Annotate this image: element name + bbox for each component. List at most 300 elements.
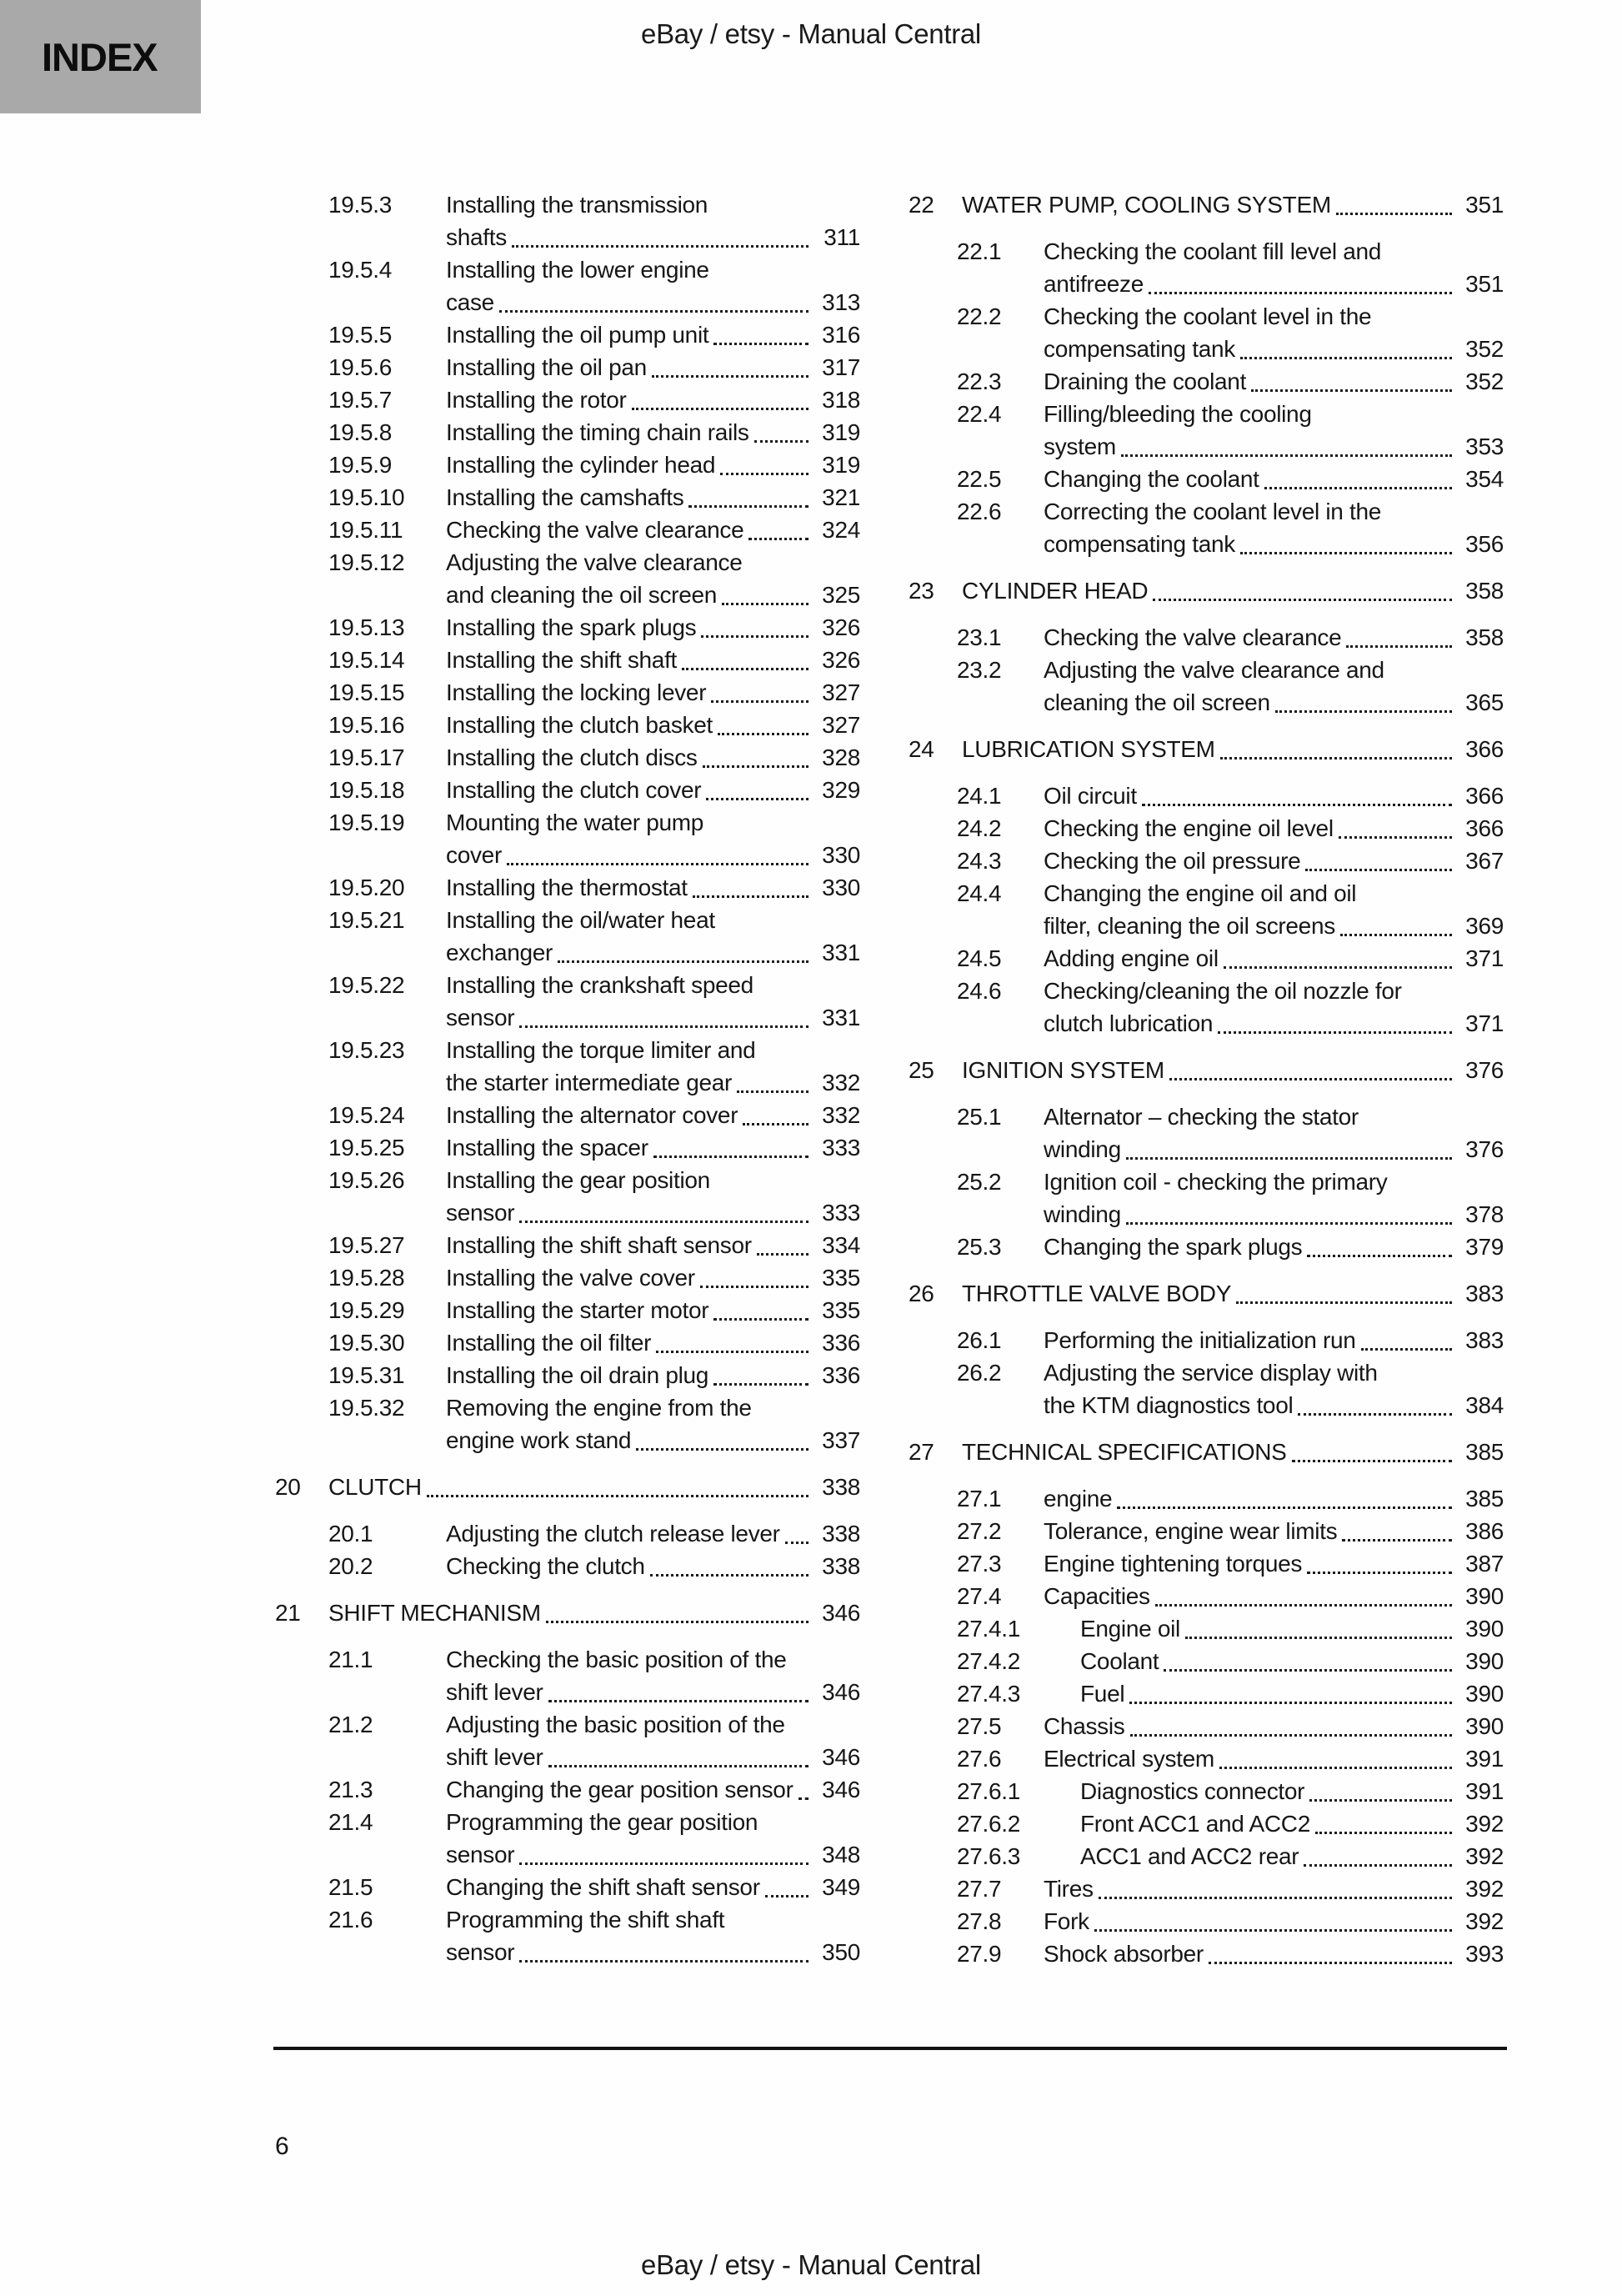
- entry-number: 25: [909, 1057, 934, 1083]
- toc-row: [275, 1424, 860, 1456]
- entry-title: Installing the starter motor: [446, 1297, 709, 1323]
- dot-leader: [427, 1471, 808, 1497]
- page-number: 6: [275, 2133, 289, 2160]
- entry-page: 319: [822, 452, 860, 478]
- toc-row: [275, 1773, 860, 1806]
- entry-page: 330: [822, 842, 860, 868]
- toc-entry-22.6: [909, 495, 1504, 560]
- entry-title: Installing the spark plugs: [446, 614, 697, 640]
- entry-number: 21.4: [328, 1809, 373, 1835]
- toc-entry-19.5.21: [275, 904, 860, 969]
- dot-leader: [703, 741, 808, 768]
- entry-page: 367: [1465, 848, 1504, 874]
- toc-row: [909, 910, 1504, 942]
- toc-entry-26: [909, 1277, 1504, 1310]
- dot-leader: [1240, 333, 1452, 359]
- entry-page: 327: [822, 679, 860, 705]
- entry-page: 371: [1465, 1010, 1504, 1036]
- toc-row: [909, 1710, 1504, 1742]
- toc-entry-21.1: [275, 1643, 860, 1708]
- toc-entry-25.3: [909, 1231, 1504, 1263]
- entry-title: Adjusting the service display with: [1044, 1360, 1378, 1386]
- entry-number: 19.5.24: [328, 1102, 405, 1128]
- toc-entry-27.4.1: [909, 1612, 1504, 1645]
- dot-leader: [656, 1326, 808, 1353]
- toc-row: [909, 1482, 1504, 1515]
- toc-entry-19.5.30: [275, 1326, 860, 1359]
- toc-row: [275, 936, 860, 969]
- entry-title: Installing the rotor: [446, 387, 627, 413]
- entry-title: Oil circuit: [1044, 783, 1137, 809]
- entry-page: 331: [822, 940, 860, 965]
- entry-page: 333: [822, 1135, 860, 1161]
- dot-leader: [1236, 1277, 1452, 1304]
- dot-leader: [1361, 1324, 1452, 1351]
- entry-number: 19.5.12: [328, 549, 405, 575]
- dot-leader: [1275, 686, 1452, 713]
- entry-page: 390: [1465, 1648, 1504, 1674]
- entry-number: [275, 579, 446, 611]
- toc-row: [909, 1645, 1504, 1677]
- entry-number: 24.2: [957, 815, 1002, 841]
- dot-leader: [1129, 1677, 1452, 1704]
- toc-row: [909, 235, 1504, 268]
- entry-number: 27.7: [957, 1876, 1002, 1902]
- toc-row: [909, 1872, 1504, 1905]
- dot-leader: [1342, 1515, 1452, 1542]
- entry-number: 20.2: [328, 1553, 373, 1579]
- dot-leader: [507, 839, 808, 865]
- entry-page: 365: [1465, 689, 1504, 715]
- toc-row: [909, 621, 1504, 654]
- entry-title: shift lever: [446, 1679, 543, 1705]
- toc-row: [275, 286, 860, 318]
- entry-title: Installing the crankshaft speed: [446, 972, 753, 998]
- entry-number: [275, 286, 446, 318]
- toc-row: [909, 495, 1504, 528]
- entry-number: 19.5.4: [328, 257, 393, 283]
- entry-page: 385: [1465, 1486, 1504, 1511]
- toc-entry-27.6.2: [909, 1807, 1504, 1840]
- entry-number: 19.5.28: [328, 1265, 405, 1291]
- toc-entry-27.4: [909, 1580, 1504, 1612]
- entry-title: sensor: [446, 1842, 515, 1867]
- entry-page: 392: [1465, 1811, 1504, 1837]
- entry-title: Installing the oil drain plug: [446, 1362, 709, 1388]
- toc-entry-27.4.3: [909, 1677, 1504, 1710]
- entry-page: 319: [822, 419, 860, 445]
- entry-number: 19.5.8: [328, 419, 393, 445]
- toc-row: [909, 528, 1504, 560]
- dot-leader: [1121, 430, 1452, 457]
- toc-row: [909, 1612, 1504, 1645]
- toc-entry-19.5.9: [275, 449, 860, 481]
- entry-number: 19.5.23: [328, 1037, 405, 1063]
- toc-row: [909, 268, 1504, 300]
- toc-entry-19.5.3: [275, 188, 860, 253]
- toc-row: [275, 416, 860, 449]
- entry-page: 390: [1465, 1583, 1504, 1609]
- entry-number: 21.6: [328, 1907, 373, 1933]
- toc-row: [275, 1196, 860, 1229]
- entry-page: 391: [1465, 1778, 1504, 1804]
- entry-title: Installing the clutch cover: [446, 777, 702, 803]
- toc-entry-19.5.6: [275, 351, 860, 384]
- entry-title: winding: [1044, 1136, 1121, 1162]
- toc-entry-19.5.18: [275, 774, 860, 806]
- entry-number: [909, 1389, 1044, 1421]
- entry-number: [909, 333, 1044, 365]
- toc-row: [275, 904, 860, 936]
- toc-row: [909, 365, 1504, 398]
- entry-page: 385: [1465, 1439, 1504, 1465]
- entry-number: 25.1: [957, 1104, 1002, 1130]
- dot-leader: [652, 351, 808, 378]
- toc-row: [909, 1054, 1504, 1086]
- toc-entry-19.5.20: [275, 871, 860, 904]
- entry-title: CYLINDER HEAD: [962, 578, 1149, 604]
- entry-page: 393: [1465, 1941, 1504, 1967]
- dot-leader: [519, 1838, 808, 1865]
- entry-title: Changing the spark plugs: [1044, 1234, 1303, 1260]
- dot-leader: [1298, 1389, 1452, 1416]
- entry-title: Tires: [1044, 1876, 1094, 1902]
- toc-entry-19.5.19: [275, 806, 860, 871]
- entry-page: 384: [1465, 1392, 1504, 1418]
- toc-entry-21: [275, 1597, 860, 1629]
- entry-title: Checking/cleaning the oil nozzle for: [1044, 978, 1402, 1004]
- toc-row: [275, 676, 860, 709]
- toc-entry-19.5.15: [275, 676, 860, 709]
- dot-leader: [512, 221, 808, 248]
- toc-entry-19.5.4: [275, 253, 860, 318]
- toc-entry-19.5.7: [275, 384, 860, 416]
- entry-number: 19.5.32: [328, 1395, 405, 1421]
- entry-title: Installing the clutch discs: [446, 744, 698, 770]
- entry-title: Installing the torque limiter and: [446, 1037, 756, 1063]
- toc-entry-21.3: [275, 1773, 860, 1806]
- dot-leader: [548, 1676, 808, 1702]
- toc-row: [275, 774, 860, 806]
- entry-page: 383: [1465, 1281, 1504, 1306]
- entry-page: 358: [1465, 578, 1504, 604]
- entry-page: 327: [822, 712, 860, 738]
- entry-number: 24.5: [957, 945, 1002, 971]
- dot-leader: [737, 1066, 808, 1093]
- entry-page: 338: [822, 1474, 860, 1500]
- toc-entry-22.1: [909, 235, 1504, 300]
- toc-row: [909, 1677, 1504, 1710]
- dot-leader: [693, 871, 808, 898]
- entry-title: Changing the coolant: [1044, 466, 1259, 492]
- entry-page: 351: [1465, 192, 1504, 218]
- entry-page: 335: [822, 1297, 860, 1323]
- entry-title: Adjusting the valve clearance and: [1044, 657, 1384, 683]
- entry-page: 337: [822, 1427, 860, 1453]
- entry-title: Checking the coolant fill level and: [1044, 238, 1382, 264]
- toc-row: [275, 1066, 860, 1099]
- toc-row: [909, 463, 1504, 495]
- toc-row: [275, 1903, 860, 1936]
- entry-title: the KTM diagnostics tool: [1044, 1392, 1294, 1418]
- toc-entry-27.3: [909, 1547, 1504, 1580]
- entry-title: Installing the locking lever: [446, 679, 707, 705]
- toc-row: [909, 845, 1504, 877]
- entry-title: Installing the shift shaft sensor: [446, 1232, 752, 1258]
- entry-page: 366: [1465, 815, 1504, 841]
- dot-leader: [519, 1001, 808, 1028]
- dot-leader: [1185, 1612, 1452, 1639]
- toc-entry-21.4: [275, 1806, 860, 1871]
- toc-entry-19.5.17: [275, 741, 860, 774]
- entry-page: 376: [1465, 1057, 1504, 1083]
- entry-number: 26.2: [957, 1360, 1002, 1386]
- toc-row: [275, 384, 860, 416]
- toc-row: [909, 1277, 1504, 1310]
- entry-title: antifreeze: [1044, 271, 1144, 297]
- entry-number: 20.1: [328, 1521, 373, 1547]
- entry-title: Checking the valve clearance: [1044, 624, 1342, 650]
- entry-number: 23.1: [957, 624, 1002, 650]
- entry-number: 19.5.16: [328, 712, 405, 738]
- entry-title: Checking the clutch: [446, 1553, 645, 1579]
- entry-number: [909, 1007, 1044, 1040]
- dot-leader: [1305, 845, 1452, 871]
- entry-title: Ignition coil - checking the primary: [1044, 1169, 1388, 1195]
- entry-page: 330: [822, 875, 860, 900]
- toc-entry-19.5.10: [275, 481, 860, 514]
- entry-page: 335: [822, 1265, 860, 1291]
- dot-leader: [711, 676, 808, 703]
- dot-leader: [718, 709, 808, 735]
- toc-entry-24.1: [909, 780, 1504, 812]
- entry-number: 24.6: [957, 978, 1002, 1004]
- toc-row: [909, 812, 1504, 845]
- entry-number: 19.5.7: [328, 387, 393, 413]
- entry-page: 332: [822, 1102, 860, 1128]
- entry-title: Shock absorber: [1044, 1941, 1204, 1967]
- dot-leader: [1209, 1938, 1452, 1964]
- entry-page: 378: [1465, 1201, 1504, 1227]
- toc-entry-25.1: [909, 1100, 1504, 1166]
- entry-page: 318: [822, 387, 860, 413]
- entry-number: 23: [909, 578, 934, 604]
- entry-title: Alternator – checking the stator: [1044, 1104, 1359, 1130]
- entry-number: 22.6: [957, 499, 1002, 524]
- toc-entry-19.5.12: [275, 546, 860, 611]
- entry-number: [275, 936, 446, 969]
- entry-page: 387: [1465, 1551, 1504, 1577]
- entry-title: Filling/bleeding the cooling: [1044, 401, 1312, 427]
- entry-title: shift lever: [446, 1744, 543, 1770]
- entry-title: Engine tightening torques: [1044, 1551, 1303, 1577]
- toc-row: [275, 1391, 860, 1424]
- dot-leader: [519, 1196, 808, 1223]
- toc-entry-26.1: [909, 1324, 1504, 1356]
- entry-number: [275, 839, 446, 871]
- toc-row: [909, 1840, 1504, 1872]
- entry-number: 21.5: [328, 1874, 373, 1900]
- entry-page: 326: [822, 647, 860, 673]
- entry-number: 27.3: [957, 1551, 1002, 1577]
- entry-number: 27.6.1: [957, 1778, 1021, 1804]
- entry-number: [275, 221, 446, 253]
- toc-row: [909, 1231, 1504, 1263]
- toc-entry-19.5.25: [275, 1131, 860, 1164]
- entry-title: Installing the transmission: [446, 192, 708, 218]
- footer-doc-title: eBay / etsy - Manual Central: [641, 2249, 981, 2280]
- toc-entry-19.5.8: [275, 416, 860, 449]
- entry-number: 20: [275, 1474, 301, 1500]
- toc-row: [909, 333, 1504, 365]
- entry-title: Front ACC1 and ACC2: [1080, 1811, 1310, 1837]
- toc-column-left: [275, 188, 860, 1968]
- entry-page: 356: [1465, 531, 1504, 557]
- entry-page: 390: [1465, 1616, 1504, 1642]
- toc-row: [275, 1164, 860, 1196]
- toc-row: [275, 514, 860, 546]
- toc-entry-26.2: [909, 1356, 1504, 1421]
- entry-page: 379: [1465, 1234, 1504, 1260]
- toc-entry-21.5: [275, 1871, 860, 1903]
- entry-title: the starter intermediate gear: [446, 1070, 733, 1095]
- entry-number: [275, 1838, 446, 1871]
- entry-title: Installing the spacer: [446, 1135, 648, 1161]
- toc-entry-24.2: [909, 812, 1504, 845]
- toc-entry-23.2: [909, 654, 1504, 719]
- entry-number: 19.5.19: [328, 810, 405, 835]
- dot-leader: [765, 1871, 808, 1897]
- toc-entry-19.5.31: [275, 1359, 860, 1391]
- entry-page: 331: [822, 1005, 860, 1030]
- toc-row: [275, 611, 860, 644]
- toc-row: [909, 1356, 1504, 1389]
- toc-row: [275, 1294, 860, 1326]
- entry-title: Electrical system: [1044, 1746, 1214, 1772]
- dot-leader: [1307, 1231, 1452, 1257]
- toc-row: [909, 430, 1504, 463]
- toc-row: [275, 1871, 860, 1903]
- toc-row: [909, 1807, 1504, 1840]
- entry-page: 358: [1465, 624, 1504, 650]
- entry-number: 25.3: [957, 1234, 1002, 1260]
- entry-title: and cleaning the oil screen: [446, 582, 718, 608]
- toc-row: [909, 1100, 1504, 1133]
- toc-row: [909, 1905, 1504, 1938]
- entry-page: 350: [822, 1939, 860, 1965]
- dot-leader: [748, 514, 808, 540]
- entry-page: 366: [1465, 783, 1504, 809]
- dot-leader: [706, 774, 808, 800]
- entry-title: Installing the alternator cover: [446, 1102, 738, 1128]
- header-doc-title: eBay / etsy - Manual Central: [641, 18, 981, 49]
- entry-page: 371: [1465, 945, 1504, 971]
- entry-number: 22.4: [957, 401, 1002, 427]
- toc-row: [909, 780, 1504, 812]
- entry-title: Fork: [1044, 1908, 1089, 1934]
- entry-title: LUBRICATION SYSTEM: [962, 736, 1215, 762]
- entry-title: TECHNICAL SPECIFICATIONS: [962, 1439, 1287, 1465]
- entry-page: 354: [1465, 466, 1504, 492]
- dot-leader: [1117, 1482, 1452, 1509]
- entry-number: 27.9: [957, 1941, 1002, 1967]
- entry-title: Checking the valve clearance: [446, 517, 744, 543]
- entry-number: 19.5.3: [328, 192, 393, 218]
- toc-entry-23.1: [909, 621, 1504, 654]
- toc-row: [275, 481, 860, 514]
- entry-page: 346: [822, 1679, 860, 1705]
- entry-number: 27.2: [957, 1518, 1002, 1544]
- toc-row: [275, 1001, 860, 1034]
- entry-number: 19.5.15: [328, 679, 405, 705]
- entry-title: Checking the engine oil level: [1044, 815, 1334, 841]
- entry-number: 19.5.29: [328, 1297, 405, 1323]
- entry-title: Installing the oil filter: [446, 1330, 652, 1356]
- toc-row: [275, 1517, 860, 1550]
- entry-number: [275, 1066, 446, 1099]
- toc-entry-24.4: [909, 877, 1504, 942]
- dot-leader: [1224, 942, 1452, 969]
- entry-number: [909, 528, 1044, 560]
- entry-title: Installing the clutch basket: [446, 712, 713, 738]
- entry-number: [909, 910, 1044, 942]
- entry-page: 366: [1465, 736, 1504, 762]
- toc-entry-22.5: [909, 463, 1504, 495]
- entry-number: [275, 1196, 446, 1229]
- dot-leader: [1149, 268, 1452, 294]
- entry-page: 334: [822, 1232, 860, 1258]
- index-tab: [0, 0, 201, 113]
- entry-title: Changing the engine oil and oil: [1044, 880, 1357, 906]
- toc-row: [275, 969, 860, 1001]
- entry-number: 22.5: [957, 466, 1002, 492]
- entry-number: 19.5.18: [328, 777, 405, 803]
- entry-title: Removing the engine from the: [446, 1395, 752, 1421]
- toc-entry-27.4.2: [909, 1645, 1504, 1677]
- entry-title: Programming the gear position: [446, 1809, 758, 1835]
- entry-page: 369: [1465, 913, 1504, 939]
- entry-number: 19.5.21: [328, 907, 405, 933]
- index-tab-label: INDEX: [42, 34, 158, 79]
- entry-page: 349: [822, 1874, 860, 1900]
- dot-leader: [1292, 1436, 1452, 1462]
- toc-entry-20.1: [275, 1517, 860, 1550]
- toc-row: [275, 546, 860, 579]
- entry-title: CLUTCH: [328, 1474, 422, 1500]
- toc-entry-22: [909, 188, 1504, 221]
- toc-row: [909, 1436, 1504, 1468]
- toc-entry-27.6.3: [909, 1840, 1504, 1872]
- dot-leader: [1264, 463, 1452, 489]
- entry-title: case: [446, 289, 494, 315]
- entry-title: Diagnostics connector: [1080, 1778, 1305, 1804]
- entry-number: 22: [909, 192, 934, 218]
- toc-entry-27.6.1: [909, 1775, 1504, 1807]
- entry-title: THROTTLE VALVE BODY: [962, 1281, 1232, 1306]
- toc-entry-22.2: [909, 300, 1504, 365]
- toc-entry-27.1: [909, 1482, 1504, 1515]
- entry-number: 19.5.9: [328, 452, 393, 478]
- toc-row: [275, 449, 860, 481]
- toc-entry-24: [909, 733, 1504, 765]
- entry-title: system: [1044, 434, 1116, 459]
- entry-title: Coolant: [1080, 1648, 1159, 1674]
- entry-number: [275, 1936, 446, 1968]
- entry-number: 24.1: [957, 783, 1002, 809]
- toc-row: [909, 398, 1504, 430]
- entry-number: 24.4: [957, 880, 1002, 906]
- toc-entry-24.5: [909, 942, 1504, 975]
